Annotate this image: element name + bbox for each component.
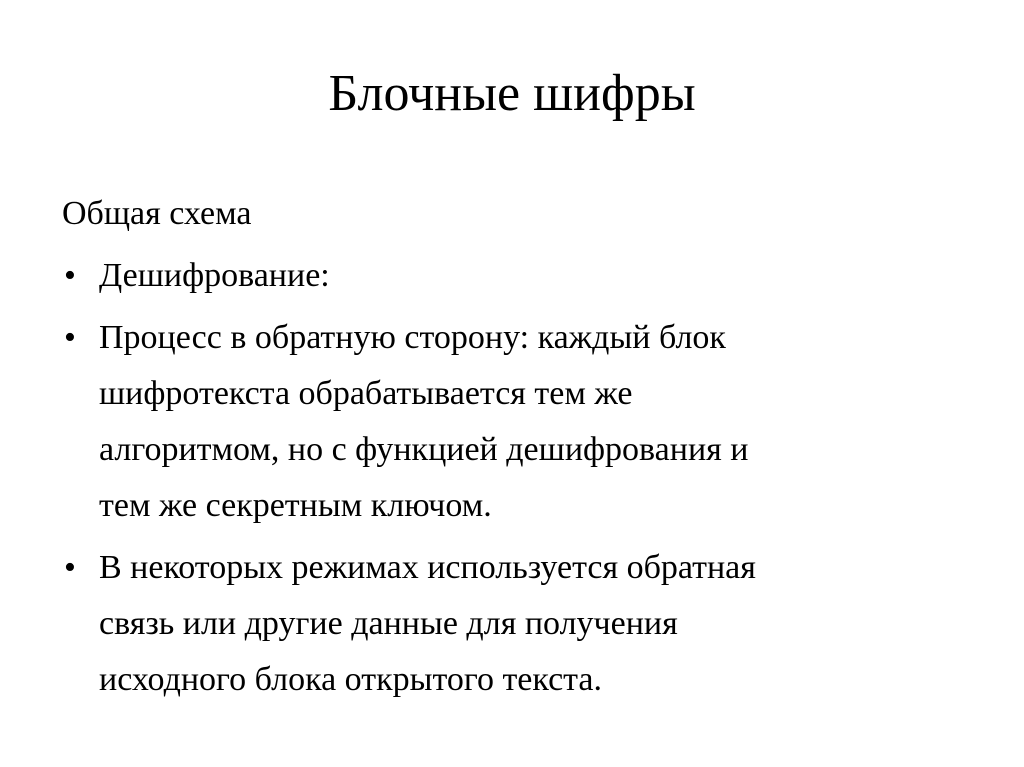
bullet-line: тем же секретным ключом.: [99, 487, 492, 524]
bullet-item-decryption: [62, 248, 962, 304]
bullet-line: Процесс в обратную сторону: каждый блок: [99, 319, 726, 356]
slide-content: [62, 186, 962, 714]
bullet-item-feedback-modes: [62, 540, 962, 708]
bullet-line: шифротекста обрабатывается тем же: [99, 375, 633, 412]
bullet-line: алгоритмом, но с функцией дешифрования и: [99, 431, 749, 468]
bullet-list: [62, 248, 962, 708]
slide-title: Блочные шифры: [328, 65, 696, 122]
bullet-line: связь или другие данные для получения: [99, 605, 678, 642]
bullet-line: исходного блока открытого текста.: [99, 661, 603, 698]
bullet-line: В некоторых режимах используется обратная: [99, 549, 756, 586]
bullet-icon: •: [64, 549, 76, 586]
bullet-line: Дешифрование:: [99, 257, 330, 294]
bullet-icon: •: [64, 257, 76, 294]
bullet-item-reverse-process: [62, 310, 962, 534]
bullet-icon: •: [64, 319, 76, 356]
section-heading: Общая схема: [62, 195, 252, 232]
